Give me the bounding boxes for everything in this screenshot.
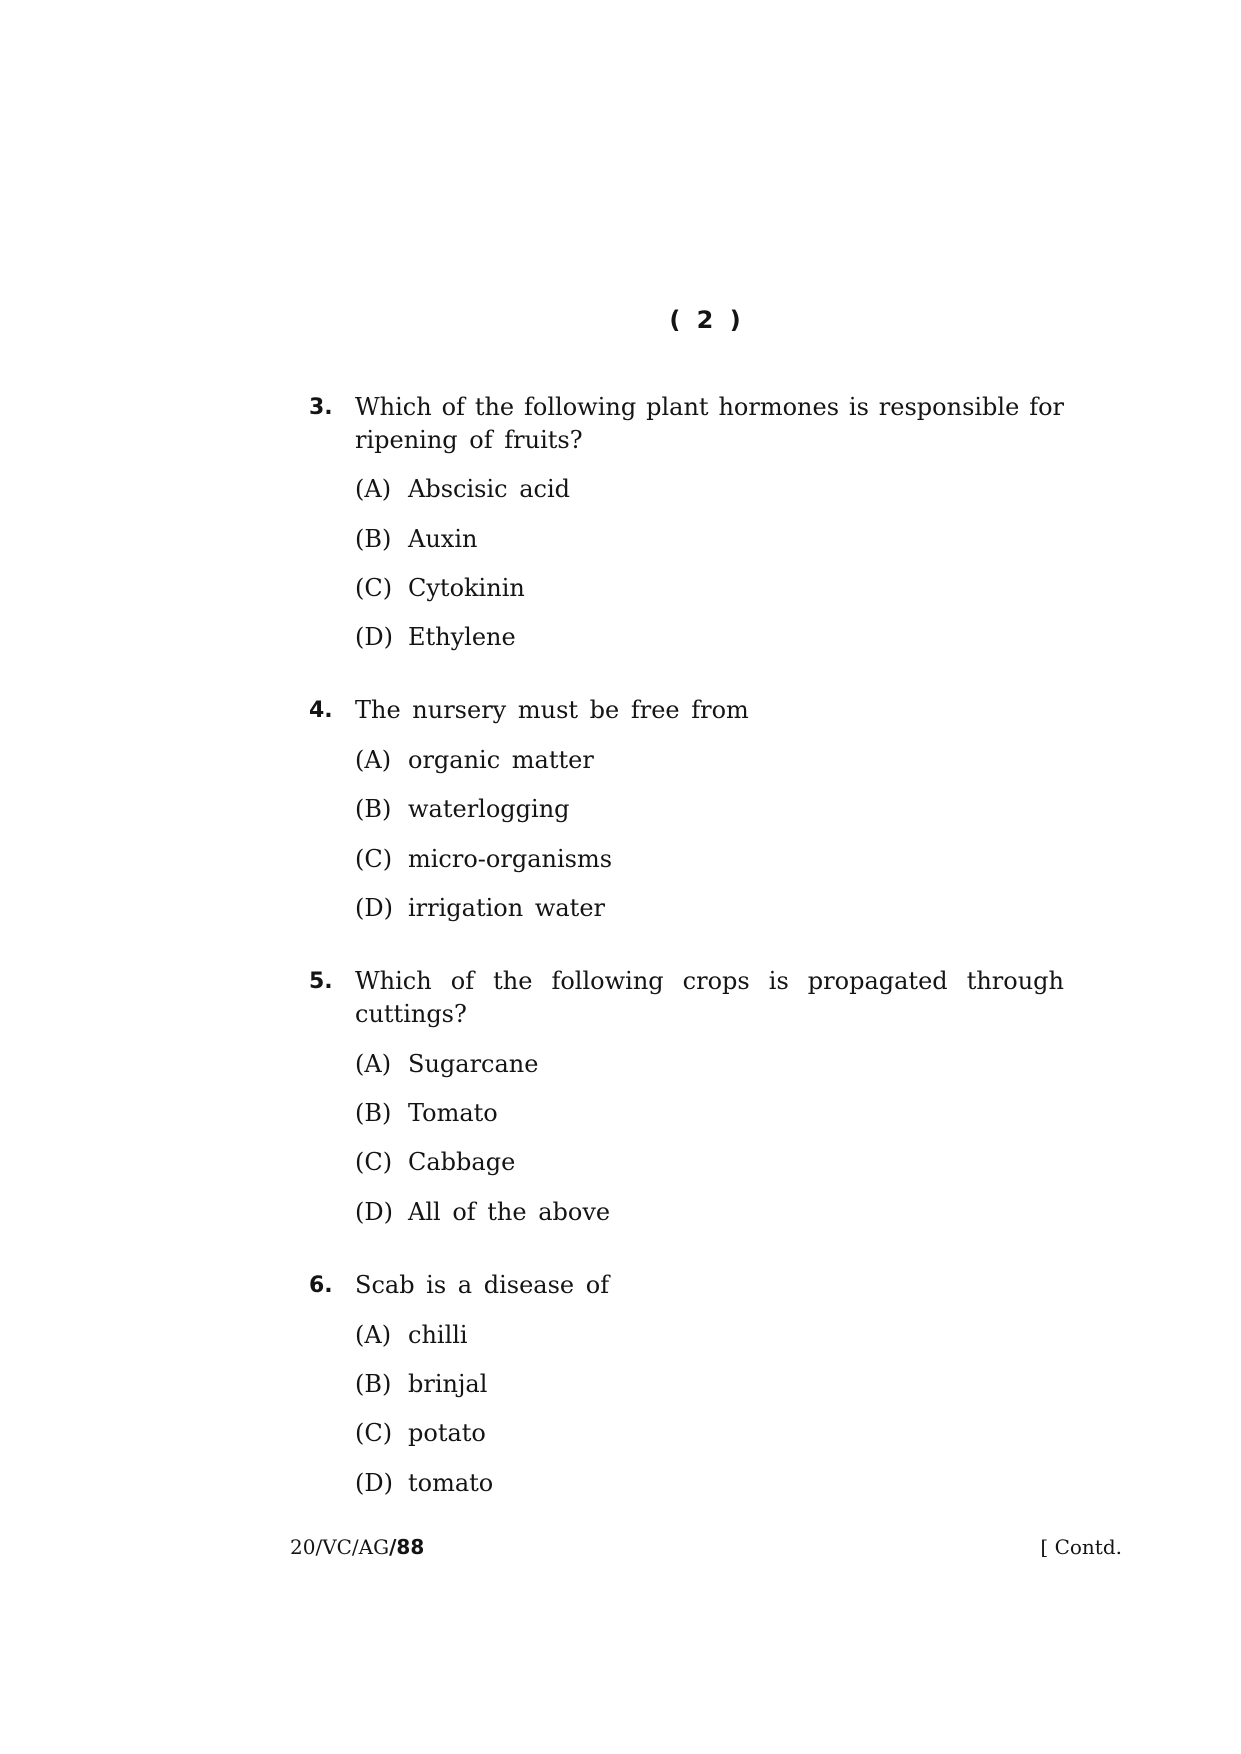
question-text <box>355 694 1064 727</box>
paper-code-suffix: /88 <box>389 1535 425 1559</box>
option-text: Sugarcane <box>408 1049 539 1078</box>
question-text-line: The nursery must be free from <box>355 696 749 725</box>
option-text: micro-organisms <box>408 844 613 873</box>
option-text: Abscisic acid <box>408 475 570 504</box>
question-text <box>355 1269 1064 1302</box>
option-text: Auxin <box>408 524 478 553</box>
option-label: (C) <box>355 573 393 602</box>
option-a <box>355 1311 1064 1360</box>
question-number: 4. <box>309 698 333 724</box>
question-text-line: Which of the following crops is propagated through <box>355 967 1064 996</box>
option-text: irrigation water <box>408 893 605 922</box>
option-b <box>355 515 1064 564</box>
option-label: (D) <box>355 893 393 922</box>
paper-code <box>290 1533 424 1561</box>
option-text: potato <box>408 1419 486 1448</box>
question-text-line: Which of the following plant hormones is responsible for <box>355 392 1064 421</box>
paper-code-prefix: 20/VC/AG <box>290 1535 390 1559</box>
question-6 <box>309 1269 1064 1508</box>
contd-label: [ Contd. <box>1040 1535 1122 1559</box>
question-number: 3. <box>309 394 333 420</box>
option-c <box>355 1138 1064 1187</box>
option-text: All of the above <box>408 1197 611 1226</box>
option-label: (D) <box>355 623 393 652</box>
option-text: Ethylene <box>408 623 516 652</box>
option-text: tomato <box>408 1468 494 1497</box>
question-5 <box>309 965 1064 1237</box>
option-b <box>355 1360 1064 1409</box>
question-text-line: ripening of fruits? <box>355 425 583 454</box>
option-text: Cytokinin <box>408 573 525 602</box>
option-c <box>355 1409 1064 1458</box>
option-label: (D) <box>355 1197 393 1226</box>
option-b <box>355 1089 1064 1138</box>
question-4 <box>309 694 1064 933</box>
option-c <box>355 564 1064 613</box>
question-number: 6. <box>309 1272 333 1298</box>
option-text: brinjal <box>408 1369 488 1398</box>
option-label: (B) <box>355 1099 392 1128</box>
option-text: Cabbage <box>408 1148 516 1177</box>
question-list <box>309 391 1064 1508</box>
option-label: (A) <box>355 1320 392 1349</box>
option-d <box>355 613 1064 662</box>
option-d <box>355 1459 1064 1508</box>
option-label: (B) <box>355 1369 392 1398</box>
question-text-line: Scab is a disease of <box>355 1270 610 1299</box>
option-a <box>355 1040 1064 1089</box>
question-text <box>355 391 1064 457</box>
option-list <box>355 1311 1064 1508</box>
option-list <box>355 1040 1064 1237</box>
question-text <box>355 965 1064 1031</box>
option-text: Tomato <box>408 1099 498 1128</box>
option-d <box>355 1188 1064 1237</box>
option-d <box>355 884 1064 933</box>
option-list <box>355 736 1064 933</box>
option-c <box>355 835 1064 884</box>
option-label: (A) <box>355 746 392 775</box>
option-label: (B) <box>355 795 392 824</box>
option-label: (B) <box>355 524 392 553</box>
option-a <box>355 465 1064 514</box>
question-number: 5. <box>309 969 333 995</box>
option-text: waterlogging <box>408 795 570 824</box>
question-text-line: cuttings? <box>355 1000 467 1029</box>
option-text: organic matter <box>408 746 594 775</box>
option-b <box>355 785 1064 834</box>
option-label: (C) <box>355 1419 393 1448</box>
option-list <box>355 465 1064 662</box>
option-text: chilli <box>408 1320 468 1349</box>
option-label: (C) <box>355 1148 393 1177</box>
option-label: (A) <box>355 475 392 504</box>
option-a <box>355 736 1064 785</box>
option-label: (A) <box>355 1049 392 1078</box>
footer <box>290 1533 1122 1561</box>
option-label: (D) <box>355 1468 393 1497</box>
page-number: ( 2 ) <box>669 306 741 334</box>
option-label: (C) <box>355 844 393 873</box>
question-3 <box>309 391 1064 663</box>
